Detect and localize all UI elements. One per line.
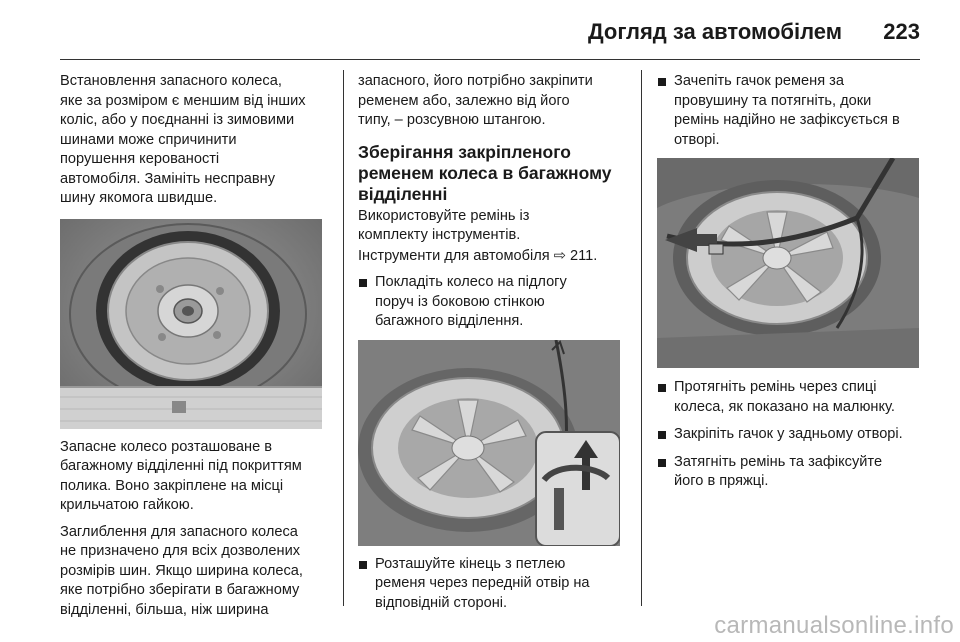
list-item: Затягніть ремінь та зафіксуйте його в пряжці. [657, 453, 925, 492]
paragraph-tools-reference: Інструменти для автомобіля ⇨ 211. [358, 246, 598, 264]
bullet-square-icon [359, 561, 367, 569]
bullet-square-icon [658, 459, 666, 467]
paragraph-spare-location: Запасне колесо розташоване в багажному відділенні під покриттям полика. Воно закріплене на місці крильчатою гайкою. [60, 438, 302, 513]
spare-wheel-well-figure [60, 219, 322, 429]
bullet-square-icon [658, 384, 666, 392]
paragraph-well-size: Заглиблення для запасного колеса не призначено для всіх дозволених розмірів шин. Якщо ширина колеса, яке потрібно зберігати в багажному відділенні, більша, ніж ширина [60, 523, 303, 618]
list-item: Зачепіть гачок ременя за провушину та потягніть, доки ремінь надійно не зафіксується в отворі. [657, 72, 925, 150]
cross-reference-arrow-icon: ⇨ [553, 246, 566, 264]
column-2 [358, 72, 626, 621]
column-divider-2 [641, 70, 642, 606]
strap-over-spokes-figure [657, 158, 919, 368]
paragraph-continuation: запасного, його потрібно закріпити ременем або, залежно від його типу, – розсувною штангою. [358, 73, 593, 128]
bullet-list-1 [358, 273, 626, 332]
column-3 [657, 72, 925, 500]
bullet-list-3 [657, 72, 925, 150]
page-header [0, 0, 960, 62]
bullet-square-icon [658, 431, 666, 439]
bullet-square-icon [359, 279, 367, 287]
chapter-title: Догляд за автомобілем [587, 19, 842, 44]
watermark: carmanualsonline.info [714, 612, 954, 639]
bullet-list-4 [657, 378, 925, 492]
header-rule [60, 59, 920, 60]
list-item: Протягніть ремінь через спиці колеса, як показано на малюнку. [657, 378, 925, 417]
column-divider-1 [343, 70, 344, 606]
paragraph-use-strap: Використовуйте ремінь із комплекту інструментів. [358, 207, 530, 243]
list-item: Покладіть колесо на підлогу поруч із боковою стінкою багажного відділення. [358, 273, 626, 332]
page-number: 223 [883, 19, 920, 44]
column-1 [60, 72, 328, 627]
strap-through-hole-figure [358, 340, 620, 546]
bullet-list-2 [358, 555, 626, 614]
cross-reference-page[interactable]: 211. [569, 247, 598, 264]
bullet-square-icon [658, 78, 666, 86]
list-item: Закріпіть гачок у задньому отворі. [657, 425, 925, 445]
list-item: Розташуйте кінець з петлею ременя через передній отвір на відповідній стороні. [358, 555, 626, 614]
paragraph-spare-warning: Встановлення запасного колеса, яке за розміром є меншим від інших коліс, або у поєднанні із зимовими шинами може спричинити порушення керованості автомобіля. Замініть несправну шину якомога швидше. [60, 73, 306, 206]
section-heading: Зберігання закріпленого ременем колеса в багажному відділенні [358, 141, 612, 204]
